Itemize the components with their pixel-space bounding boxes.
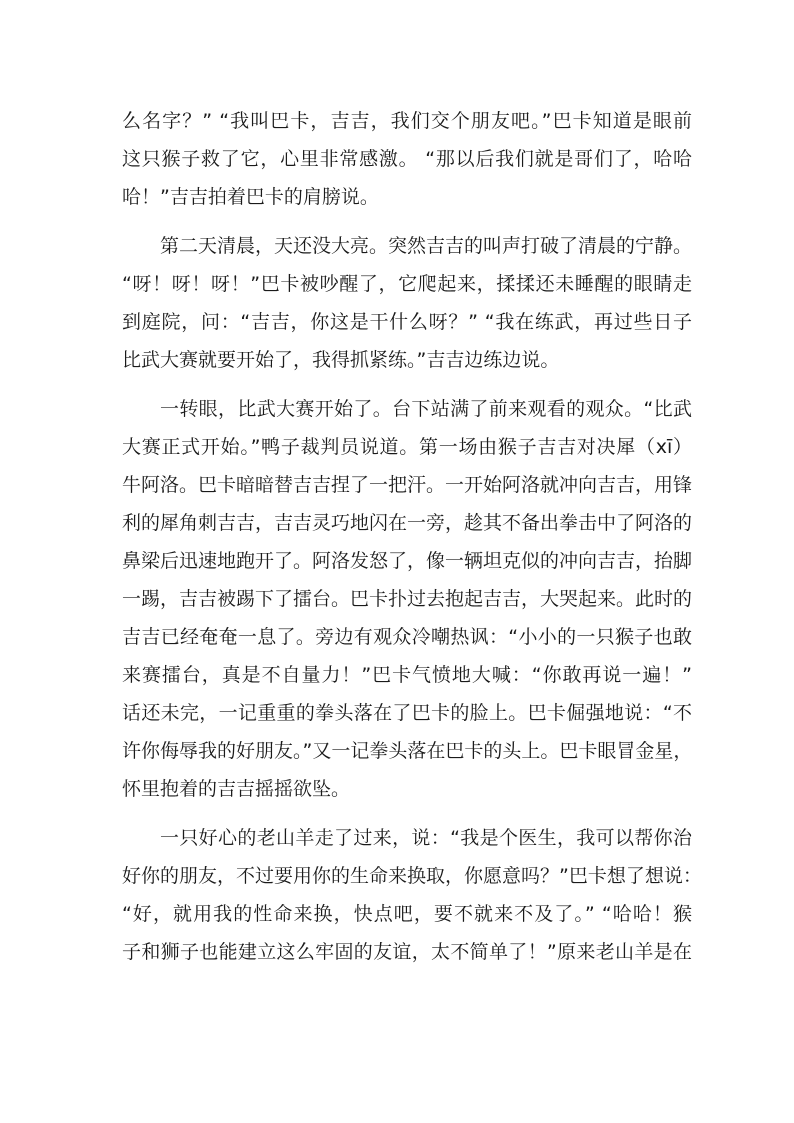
text-line-7: 比武大赛就要开始了，我得抓紧练。”吉吉边练边说。: [122, 349, 560, 371]
text-line-17: 许你侮辱我的好朋友。”又一记拳头落在巴卡的头上。巴卡眼冒金星，: [122, 740, 693, 762]
text-line-18: 怀里抱着的吉吉摇摇欲坠。: [122, 778, 351, 800]
text-line-10: 牛阿洛。巴卡暗暗替吉吉捏了一把汗。一开始阿洛就冲向吉吉，用锋: [122, 474, 693, 496]
text-line-6: 到庭院，问：“吉吉，你这是干什么呀？” “我在练武，再过些日子: [122, 311, 692, 333]
text-line-5: “呀！呀！呀！”巴卡被吵醒了，它爬起来，揉揉还未睡醒的眼睛走: [122, 273, 692, 295]
text-line-1: 么名字？” “我叫巴卡，吉吉，我们交个朋友吧。”巴卡知道是眼前: [122, 110, 692, 132]
text-line-3: 哈！”吉吉拍着巴卡的肩膀说。: [122, 186, 379, 208]
text-line-16: 话还未完，一记重重的拳头落在了巴卡的脸上。巴卡倔强地说：“不: [122, 702, 692, 724]
text-line-9: 大赛正式开始。”鸭子裁判员说道。第一场由猴子吉吉对决犀（xī）: [122, 436, 692, 458]
text-line-20: 好你的朋友，不过要用你的生命来换取，你愿意吗？”巴卡想了想说：: [122, 865, 702, 887]
text-line-11: 利的犀角刺吉吉，吉吉灵巧地闪在一旁，趁其不备出拳击中了阿洛的: [122, 512, 693, 534]
text-line-22: 子和狮子也能建立这么牢固的友谊，太不简单了！”原来老山羊是在: [122, 941, 692, 963]
text-line-19: 一只好心的老山羊走了过来，说：“我是个医生，我可以帮你治: [160, 827, 692, 849]
text-line-8: 一转眼，比武大赛开始了。台下站满了前来观看的观众。“比武: [160, 398, 692, 420]
text-line-4: 第二天清晨，天还没大亮。突然吉吉的叫声打破了清晨的宁静。: [160, 235, 693, 257]
text-line-14: 吉吉已经奄奄一息了。旁边有观众冷嘲热讽：“小小的一只猴子也敢: [122, 626, 692, 648]
text-line-21: “好，就用我的性命来换，快点吧，要不就来不及了。” “哈哈！猴: [122, 903, 692, 925]
text-line-13: 一踢，吉吉被踢下了擂台。巴卡扑过去抱起吉吉，大哭起来。此时的: [122, 588, 693, 610]
text-line-2: 这只猴子救了它，心里非常感激。 “那以后我们就是哥们了，哈哈: [122, 148, 692, 170]
text-line-12: 鼻梁后迅速地跑开了。阿洛发怒了，像一辆坦克似的冲向吉吉，抬脚: [122, 550, 693, 572]
text-line-15: 来赛擂台，真是不自量力！”巴卡气愤地大喊：“你敢再说一遍！”: [122, 664, 692, 686]
